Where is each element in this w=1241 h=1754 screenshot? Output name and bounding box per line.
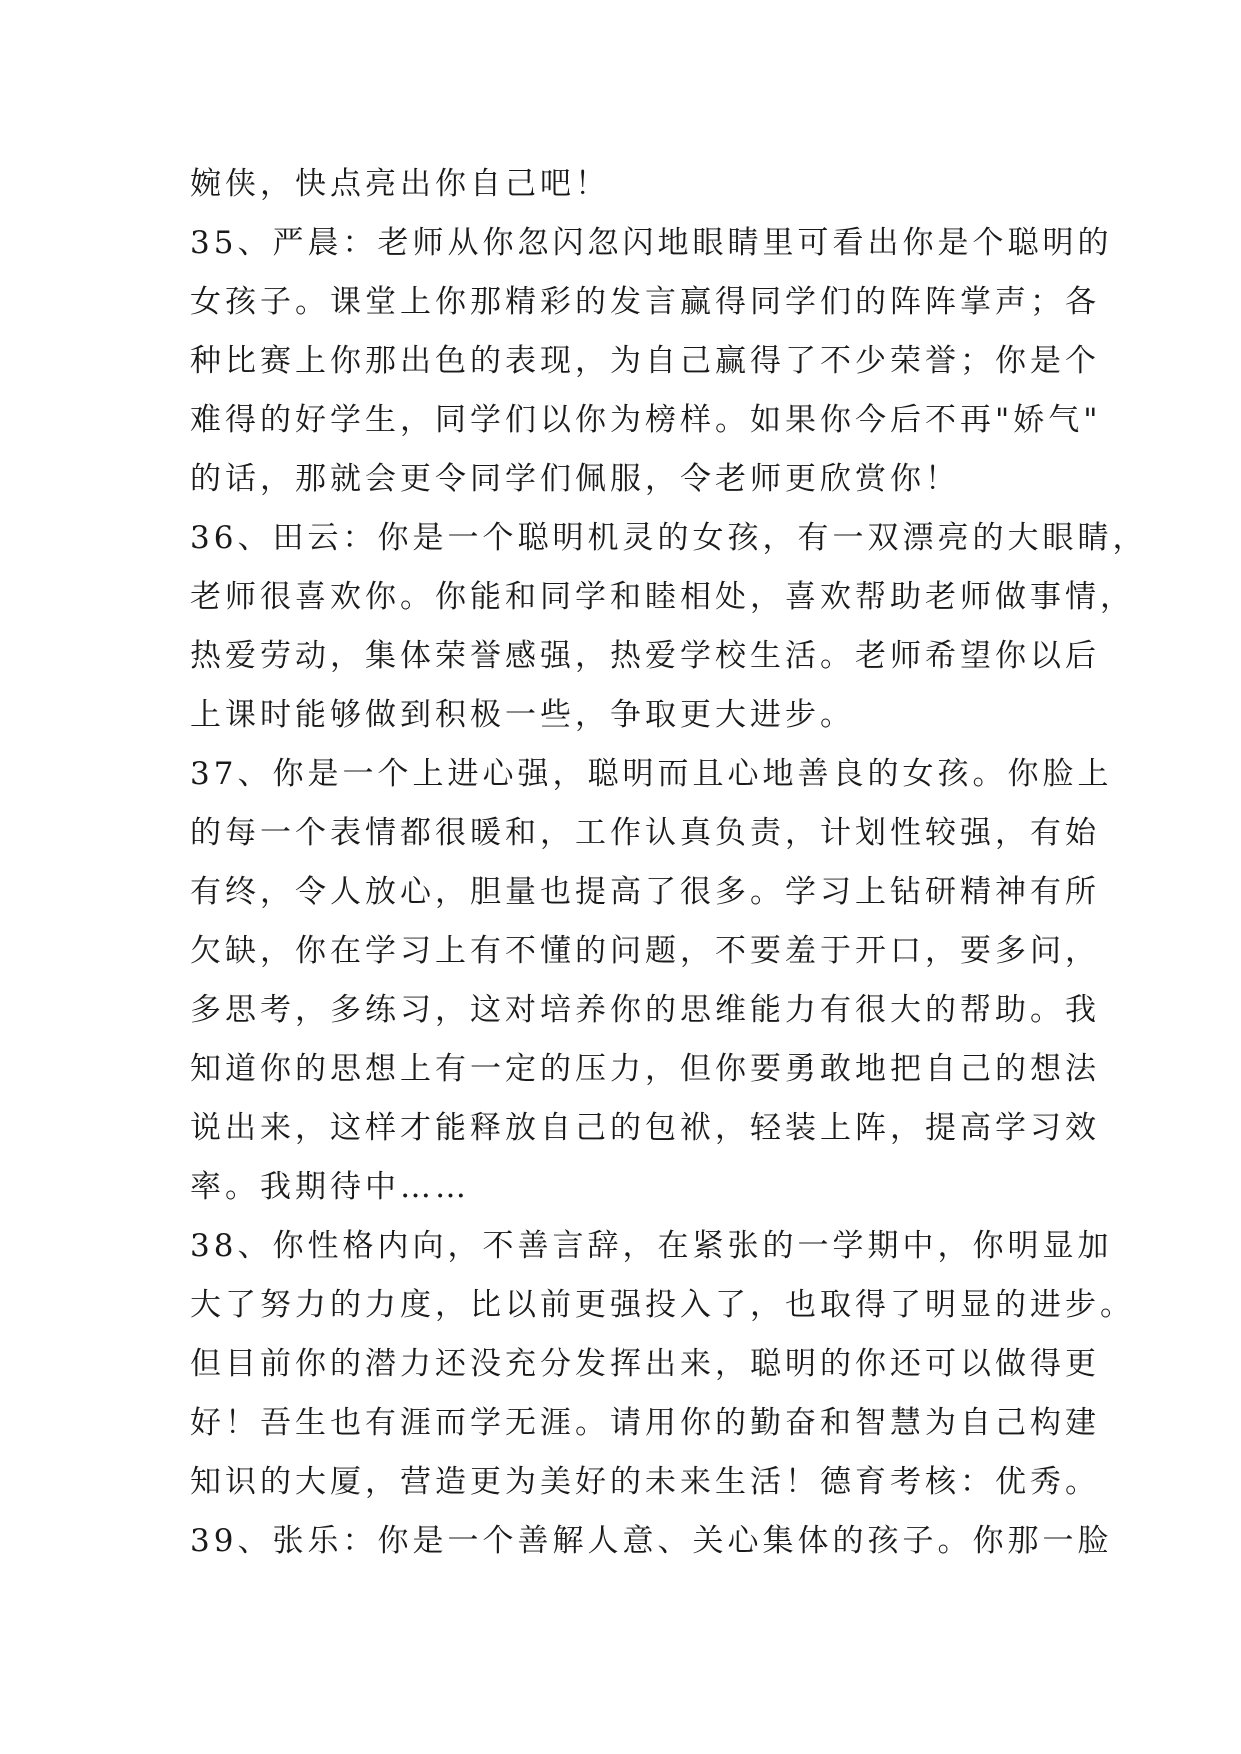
- text-line: 好！吾生也有涯而学无涯。请用你的勤奋和智慧为自己构建: [190, 1405, 1100, 1441]
- text-line: 率。我期待中……: [190, 1169, 470, 1205]
- text-line: 难得的好学生，同学们以你为榜样。如果你今后不再"娇气": [190, 402, 1102, 438]
- text-line: 欠缺，你在学习上有不懂的问题，不要羞于开口，要多问，: [190, 933, 1100, 969]
- document-body: [190, 155, 1148, 1571]
- text-line: 种比赛上你那出色的表现，为自己赢得了不少荣誉；你是个: [190, 343, 1100, 379]
- text-line: 多思考，多练习，这对培养你的思维能力有很大的帮助。我: [190, 992, 1100, 1028]
- text-line: 但目前你的潜力还没充分发挥出来，聪明的你还可以做得更: [190, 1346, 1100, 1382]
- text-line: 38、你性格内向，不善言辞，在紧张的一学期中，你明显加: [190, 1228, 1113, 1264]
- text-line: 婉侠，快点亮出你自己吧！: [190, 166, 610, 202]
- text-line: 大了努力的力度，比以前更强投入了，也取得了明显的进步。: [190, 1287, 1135, 1323]
- text-line: 的每一个表情都很暖和，工作认真负责，计划性较强，有始: [190, 815, 1100, 851]
- text-line: 39、张乐：你是一个善解人意、关心集体的孩子。你那一脸: [190, 1523, 1113, 1559]
- text-line: 女孩子。课堂上你那精彩的发言赢得同学们的阵阵掌声；各: [190, 284, 1100, 320]
- text-line: 知道你的思想上有一定的压力，但你要勇敢地把自己的想法: [190, 1051, 1100, 1087]
- text-line: 35、严晨：老师从你忽闪忽闪地眼睛里可看出你是个聪明的: [190, 225, 1113, 261]
- text-line: 37、你是一个上进心强，聪明而且心地善良的女孩。你脸上: [190, 756, 1113, 792]
- text-line: 热爱劳动，集体荣誉感强，热爱学校生活。老师希望你以后: [190, 638, 1100, 674]
- text-line: 36、田云：你是一个聪明机灵的女孩，有一双漂亮的大眼睛，: [190, 520, 1148, 556]
- text-line: 有终，令人放心，胆量也提高了很多。学习上钻研精神有所: [190, 874, 1100, 910]
- text-line: 老师很喜欢你。你能和同学和睦相处，喜欢帮助老师做事情，: [190, 579, 1135, 615]
- text-line: 说出来，这样才能释放自己的包袱，轻装上阵，提高学习效: [190, 1110, 1100, 1146]
- text-line: 上课时能够做到积极一些，争取更大进步。: [190, 697, 855, 733]
- text-line: 知识的大厦，营造更为美好的未来生活！德育考核：优秀。: [190, 1464, 1100, 1500]
- text-line: 的话，那就会更令同学们佩服，令老师更欣赏你！: [190, 461, 960, 497]
